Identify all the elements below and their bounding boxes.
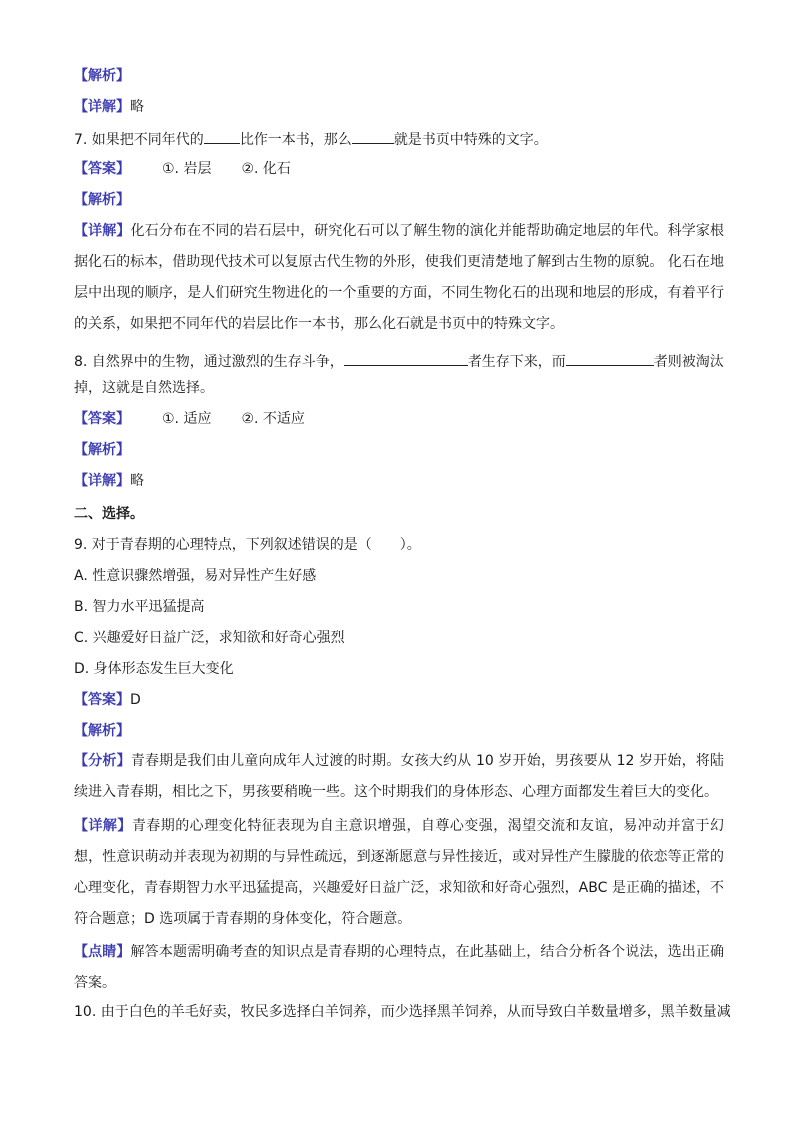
analysis-label: 【解析】	[74, 192, 130, 208]
option-a: A. 性意识骤然增强，易对异性产生好感	[74, 568, 317, 584]
question-9-stem: 9. 对于青春期的心理特点，下列叙述错误的是（ ）。	[74, 537, 421, 553]
option-d: D. 身体形态发生巨大变化	[74, 661, 234, 677]
blank	[344, 350, 468, 366]
question-9-tip: 【点睛】解答本题需明确考查的知识点是青春期的心理特点，在此基础上，结合分析各个说法，选出正确答案。	[74, 944, 725, 991]
question-9-answer: 【答案】D	[74, 692, 141, 708]
question-8-stem-cont: 掉，这就是自然选择。	[74, 380, 214, 396]
section-title: 二、选择。	[74, 506, 144, 522]
option-b: B. 智力水平迅猛提高	[74, 599, 205, 615]
detail-line: 【详解】略	[74, 99, 144, 115]
analysis-label: 【解析】	[74, 442, 130, 458]
blank	[352, 128, 394, 144]
analysis-label: 【解析】	[74, 723, 130, 739]
question-8-stem: 8. 自然界中的生物，通过激烈的生存斗争， 者生存下来，而 者则被淘汰	[74, 350, 724, 372]
question-9-analysis: 【分析】青春期是我们由儿童向成年人过渡的时期。女孩大约从 10 岁开始，男孩要从 12 岁开始，将陆续进入青春期，相比之下，男孩要稍晚一些。这个时期我们的身体形态、心理方面都发生着巨大的变化。	[74, 753, 724, 800]
question-8-answer: 【答案】 ①. 适应 ②. 不适应	[74, 411, 305, 427]
question-7-detail: 【详解】化石分布在不同的岩石层中，研究化石可以了解生物的演化并能帮助确定地层的年代。科学家根据化石的标本，借助现代技术可以复原古代生物的外形，使我们更清楚地了解到古生物的原貌。 化石在地层中出现的顺序，是人们研究生物进化的一个重要的方面，不同生物化石的出现和地层的形成，有着平行的关系，如果把不同年代的岩层比作一本书，那么化石就是书页中的特殊文字。	[74, 223, 725, 332]
blank	[204, 128, 240, 144]
question-7-answer: 【答案】 ①. 岩层 ②. 化石	[74, 161, 291, 177]
option-c: C. 兴趣爱好日益广泛，求知欲和好奇心强烈	[74, 630, 345, 646]
blank	[566, 350, 654, 366]
detail-line: 【详解】略	[74, 473, 144, 489]
analysis-label: 【解析】	[74, 68, 130, 84]
question-9-detail: 【详解】青春期的心理变化特征表现为自主意识增强，自尊心变强，渴望交流和友谊，易冲动并富于幻想，性意识萌动并表现为初期的与异性疏远，到逐渐愿意与异性接近，或对异性产生朦胧的依恋等正常的心理变化，青春期智力水平迅猛提高，兴趣爱好日益广泛，求知欲和好奇心强烈，ABC 是正确的描述，不符合题意；D 选项属于青春期的身体变化，符合题意。	[74, 818, 725, 927]
question-10-stem: 10. 由于白色的羊毛好卖，牧民多选择白羊饲养，而少选择黑羊饲养，从而导致白羊数量增多，黑羊数量减	[74, 1004, 731, 1020]
question-7-stem: 7. 如果把不同年代的 比作一本书，那么 就是书页中特殊的文字。	[74, 128, 724, 150]
